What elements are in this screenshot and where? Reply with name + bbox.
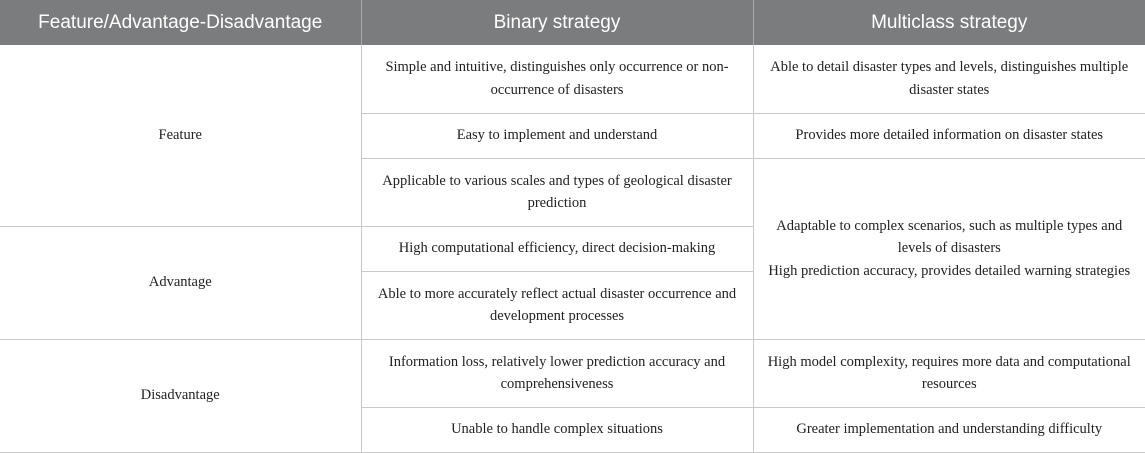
- header-row: [0, 0, 1145, 45]
- table-row: [0, 339, 1145, 407]
- header-feature-column: Feature/Advantage-Disadvantage: [0, 0, 361, 45]
- multiclass-merged-line: High prediction accuracy, provides detailed warning strategies: [768, 262, 1131, 279]
- binary-cell: Easy to implement and understand: [361, 113, 753, 158]
- multiclass-cell: High model complexity, requires more data and computational resources: [753, 339, 1145, 407]
- group-label-feature: Feature: [0, 45, 361, 226]
- group-label-disadvantage: Disadvantage: [0, 339, 361, 452]
- table-header: [0, 0, 1145, 45]
- multiclass-cell: Greater implementation and understanding difficulty: [753, 407, 1145, 452]
- binary-cell: Applicable to various scales and types of geological disaster prediction: [361, 158, 753, 226]
- table-body: [0, 45, 1145, 452]
- multiclass-cell: Provides more detailed information on disaster states: [753, 113, 1145, 158]
- header-multiclass-column: Multiclass strategy: [753, 0, 1145, 45]
- multiclass-merged-line: Adaptable to complex scenarios, such as multiple types and levels of disasters: [776, 217, 1123, 257]
- multiclass-cell: Able to detail disaster types and levels, distinguishes multiple disaster states: [753, 45, 1145, 113]
- binary-cell: Information loss, relatively lower prediction accuracy and comprehensiveness: [361, 339, 753, 407]
- binary-cell: Able to more accurately reflect actual disaster occurrence and development processes: [361, 271, 753, 339]
- table-row: [0, 45, 1145, 113]
- header-binary-column: Binary strategy: [361, 0, 753, 45]
- binary-cell: Unable to handle complex situations: [361, 407, 753, 452]
- group-label-advantage: Advantage: [0, 226, 361, 339]
- binary-cell: Simple and intuitive, distinguishes only occurrence or non-occurrence of disasters: [361, 45, 753, 113]
- binary-cell: High computational efficiency, direct decision-making: [361, 226, 753, 271]
- multiclass-merged-cell: [753, 158, 1145, 339]
